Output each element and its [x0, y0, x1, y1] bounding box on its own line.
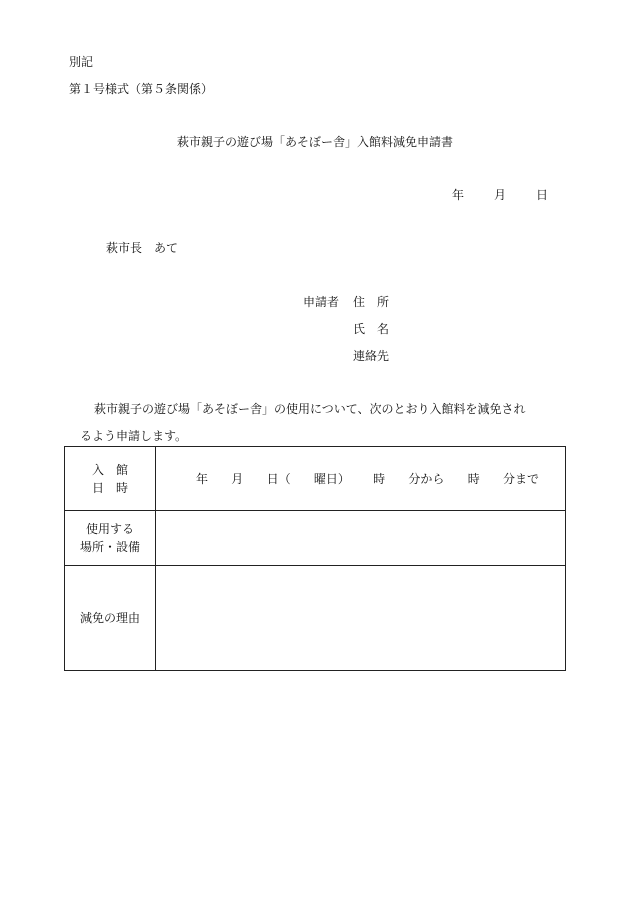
visit-month-label: 月	[231, 472, 244, 486]
address-label: 住 所	[353, 295, 390, 309]
visit-day-label: 日（	[266, 472, 291, 486]
date-line	[452, 189, 548, 201]
annex-label: 別記	[69, 55, 94, 69]
place-facility-header	[65, 511, 156, 566]
document-title: 萩市親子の遊び場「あそぼー舎」入館料減免申請書	[176, 135, 453, 149]
reduction-reason-header-text: 減免の理由	[79, 611, 140, 625]
visit-datetime-header-line-2: 日 時	[91, 480, 128, 495]
form-number: 第１号様式（第５条関係）	[69, 82, 214, 96]
visit-datetime-header	[65, 447, 156, 511]
visit-minute-to-label: 分まで	[502, 472, 539, 486]
table-row-place-facility	[65, 511, 566, 566]
reduction-reason-field[interactable]	[156, 566, 566, 671]
visit-year-label: 年	[196, 472, 209, 486]
visit-weekday-label: 曜日）	[313, 472, 350, 486]
application-form-table	[64, 446, 566, 671]
place-facility-header-line-1: 使用する	[85, 522, 134, 536]
visit-minute-from-label: 分から	[408, 472, 445, 486]
addressee: 萩市長 あて	[106, 241, 179, 255]
visit-hour-to-label: 時	[467, 472, 480, 486]
date-year-label: 年	[452, 188, 465, 202]
date-day-label: 日	[536, 188, 549, 202]
visit-datetime-header-line-1: 入 館	[91, 462, 128, 477]
visit-datetime-labels	[156, 470, 565, 487]
applicant-label: 申請者	[303, 295, 340, 309]
place-facility-field[interactable]	[156, 511, 566, 566]
date-month-label: 月	[494, 188, 507, 202]
table-row-visit-datetime	[65, 447, 566, 511]
name-label: 氏 名	[353, 322, 390, 336]
place-facility-header-line-2: 場所・設備	[79, 540, 140, 554]
body-text-line-2: るよう申請します。	[80, 429, 188, 443]
visit-datetime-field[interactable]	[156, 447, 566, 511]
reduction-reason-header	[65, 566, 156, 671]
body-text-line-1: 萩市親子の遊び場「あそぼー舎」の使用について、次のとおり入館料を減免され	[94, 402, 526, 416]
table-row-reduction-reason	[65, 566, 566, 671]
contact-label: 連絡先	[353, 349, 390, 363]
visit-hour-from-label: 時	[373, 472, 386, 486]
